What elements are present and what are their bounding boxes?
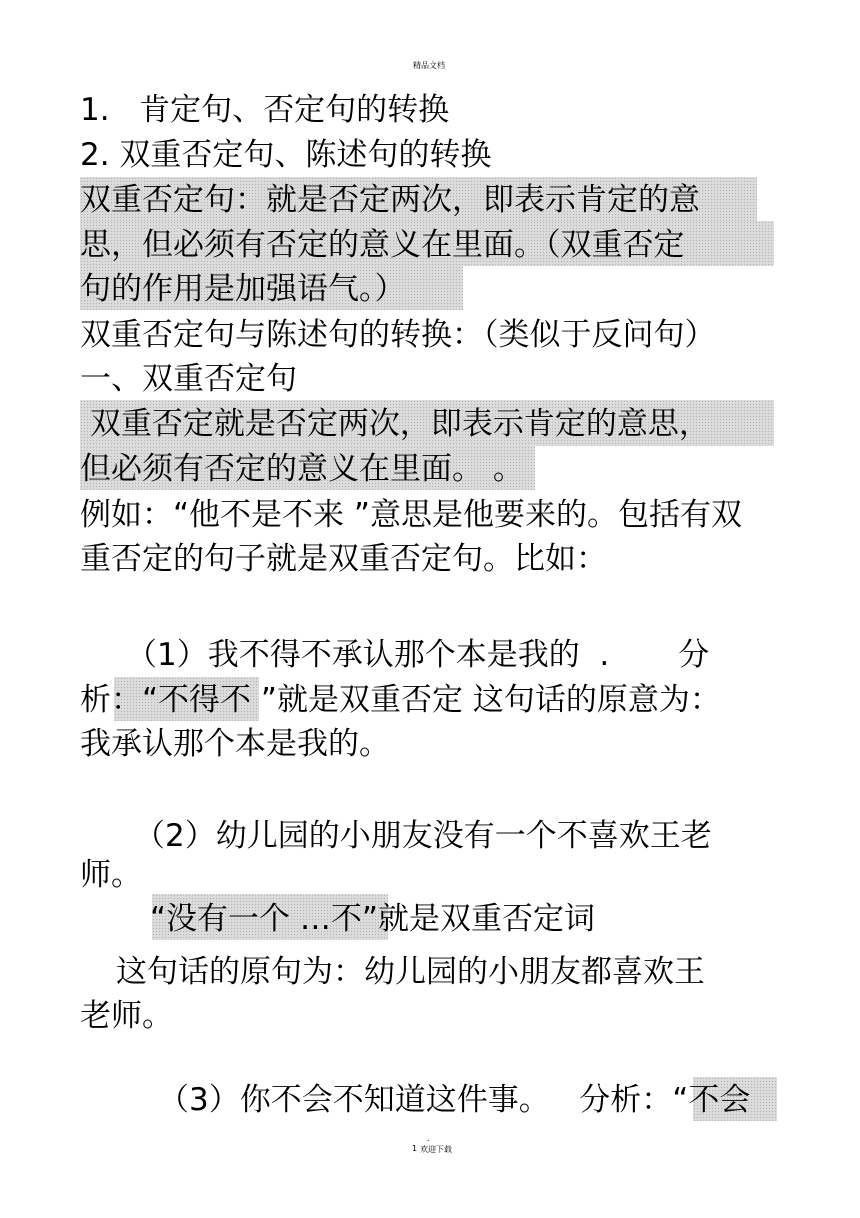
text-line: 双重否定就是否定两次，即表示肯定的意思， <box>80 406 710 442</box>
section-heading: 一、双重否定句 <box>80 361 297 397</box>
text-line: 例如：“他不是不来 ”意思是他要来的。包括有双 <box>80 497 742 533</box>
example-2-line: （2）幼儿园的小朋友没有一个不喜欢王老 <box>134 818 712 854</box>
text-line: 双重否定句：就是否定两次，即表示肯定的意 <box>80 182 700 218</box>
page-header: 精品文档 <box>413 61 445 70</box>
example-1-line: （1）我不得不承认那个本是我的 . 分 <box>126 637 710 673</box>
heading-2: 2. 双重否定句、陈述句的转换 <box>80 137 492 173</box>
example-1-line: 我承认那个本是我的。 <box>80 726 390 762</box>
text-line: 思，但必须有否定的意义在里面。（双重否定 <box>80 227 685 263</box>
example-2-line: 师。 <box>80 857 142 893</box>
footer-text: 欢迎下载 <box>420 1145 452 1154</box>
example-2-line: “没有一个 …不”就是双重否定词 <box>150 901 595 937</box>
example-3-line: （3）你不会不知道这件事。 分析：“不会 <box>158 1082 751 1118</box>
text-line: 重否定的句子就是双重否定句。比如： <box>80 541 607 577</box>
heading-1: 1. 肯定句、否定句的转换 <box>80 92 450 128</box>
text-line: 但必须有否定的意义在里面。 。 <box>80 451 524 487</box>
text-line: 句的作用是加强语气。） <box>80 271 406 307</box>
footer-page-number: 1 <box>412 1144 418 1153</box>
example-2-line: 老师。 <box>80 998 173 1034</box>
text-line: 双重否定句与陈述句的转换：（类似于反问句） <box>80 317 716 353</box>
example-2-line: 这句话的原句为：幼儿园的小朋友都喜欢王 <box>116 954 705 990</box>
footer-dot: . <box>427 1134 430 1143</box>
example-1-line: 析：“不得不 ”就是双重否定 这句话的原意为： <box>80 682 721 718</box>
